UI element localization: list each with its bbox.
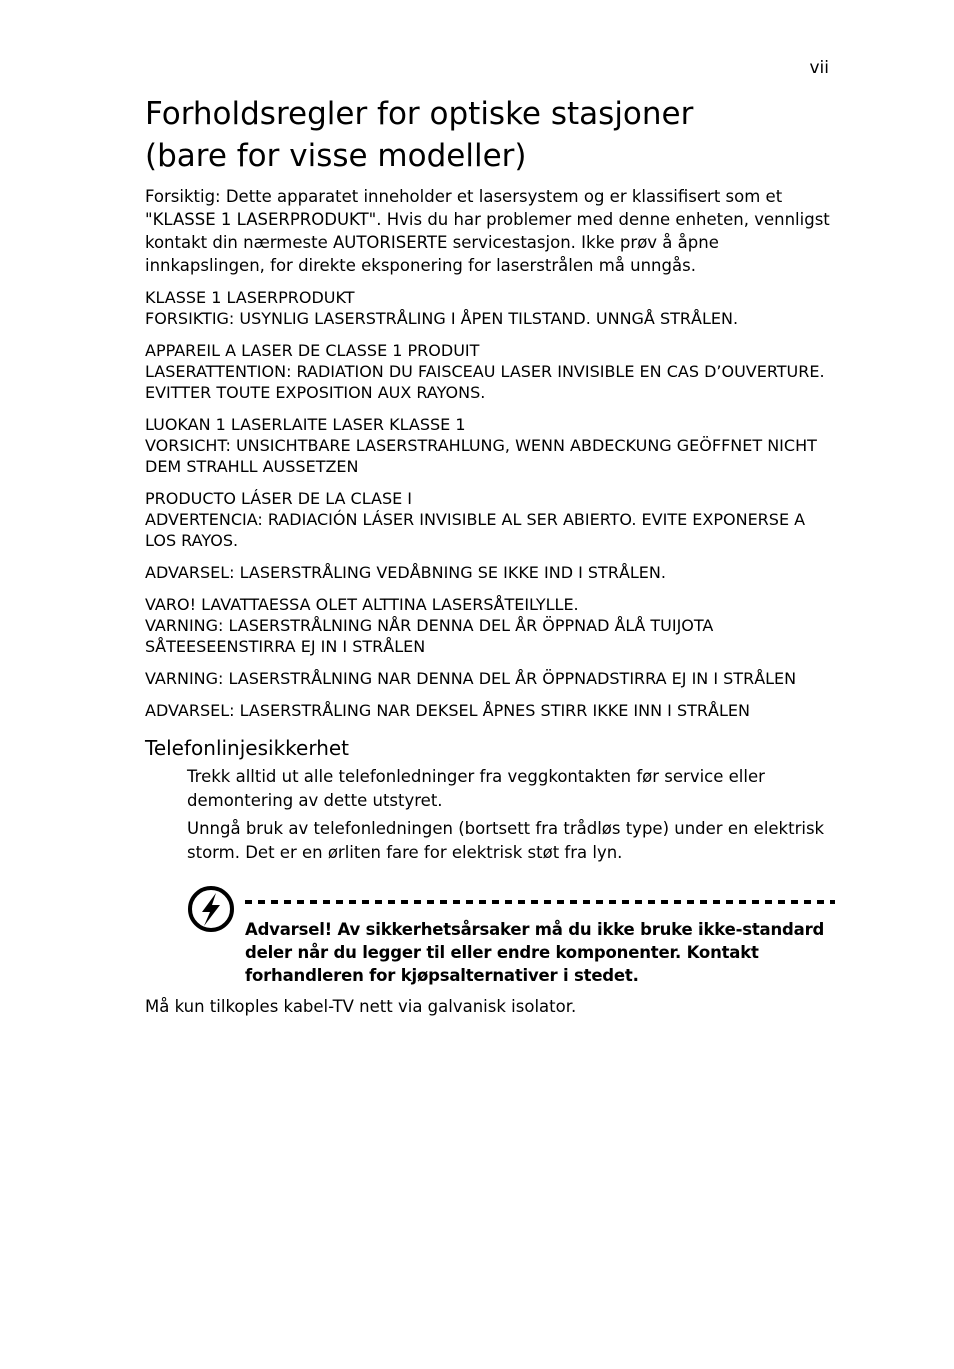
section-heading: Telefonlinjesikkerhet [145,736,350,760]
warning-text: Advarsel! Av sikkerhetsårsaker må du ikke bruke ikke-standard deler når du legger til eller endre komponenter. Kontakt forhandleren for kjøpsalternativer i stedet. [245,920,825,985]
page-title-line-1: Forholdsregler for optiske stasjoner [145,96,694,132]
laser-notice-line: VORSICHT: UNSICHTBARE LASERSTRAHLUNG, WENN ABDECKUNG GEÖFFNET NICHT DEM STRAHLL AUSSETZEN [145,436,817,476]
laser-notice-fr [145,340,835,403]
laser-notice-sv [145,668,835,689]
page-number: vii [809,58,829,78]
lightning-bolt-icon [187,885,235,933]
section-paragraph: Unngå bruk av telefonledningen (bortsett fra trådløs type) under en elektrisk storm. Det er en ørliten fare for elektrisk støt fra lyn. [187,819,825,862]
intro-paragraph: Forsiktig: Dette apparatet inneholder et lasersystem og er klassifisert som et "KLASSE 1 LASERPRODUKT". Hvis du har problemer med denne enheten, vennligst kontakt din nærmeste AUTORISERTE servicestasjon. Ikke prøv å åpne innkapslingen, for direkte eksponering for laserstrålen må unngås. [145,187,830,275]
laser-notice-line: APPAREIL A LASER DE CLASSE 1 PRODUIT [145,341,480,360]
laser-notice-es [145,488,835,551]
laser-notice-line: ADVARSEL: LASERSTRÅLING NAR DEKSEL ÅPNES STIRR IKKE INN I STRÅLEN [145,701,750,720]
laser-notice-no-2 [145,700,835,721]
laser-notice-line: LASERATTENTION: RADIATION DU FAISCEAU LASER INVISIBLE EN CAS D’OUVERTURE. EVITTER TOUTE EXPOSITION AUX RAYONS. [145,362,825,402]
laser-notice-line: VARNING: LASERSTRÅLNING NÅR DENNA DEL ÅR ÖPPNAD ÅLÅ TUIJOTA SÅTEESEENSTIRRA EJ IN I STRÅLEN [145,616,714,656]
laser-notice-line: ADVARSEL: LASERSTRÅLING VEDÅBNING SE IKKE IND I STRÅLEN. [145,563,666,582]
laser-notice-fi-sv [145,594,835,657]
laser-notice-line: ADVERTENCIA: RADIACIÓN LÁSER INVISIBLE AL SER ABIERTO. EVITE EXPONERSE A LOS RAYOS. [145,510,806,550]
laser-notice-line: KLASSE 1 LASERPRODUKT [145,288,355,307]
laser-notice-line: LUOKAN 1 LASERLAITE LASER KLASSE 1 [145,415,466,434]
page-title [145,93,845,177]
warning-dotted-rule [245,900,835,904]
section-body [187,765,835,865]
warning-box [187,885,835,987]
laser-notice-no [145,287,835,329]
laser-notice-de [145,414,835,477]
page-title-line-2: (bare for visse modeller) [145,138,527,174]
laser-notice-line: PRODUCTO LÁSER DE LA CLASE I [145,489,413,508]
final-note: Må kun tilkoples kabel-TV nett via galvanisk isolator. [145,997,577,1016]
section-paragraph: Trekk alltid ut alle telefonledninger fra veggkontakten før service eller demontering av dette utstyret. [187,767,765,810]
laser-notice-line: FORSIKTIG: USYNLIG LASERSTRÅLING I ÅPEN TILSTAND. UNNGÅ STRÅLEN. [145,309,739,328]
page-content [145,185,835,1035]
laser-notice-da [145,562,835,583]
laser-notice-line: VARNING: LASERSTRÅLNING NAR DENNA DEL ÅR ÖPPNADSTIRRA EJ IN I STRÅLEN [145,669,797,688]
laser-notice-line: VARO! LAVATTAESSA OLET ALTTINA LASERSÅTEILYLLE. [145,595,579,614]
